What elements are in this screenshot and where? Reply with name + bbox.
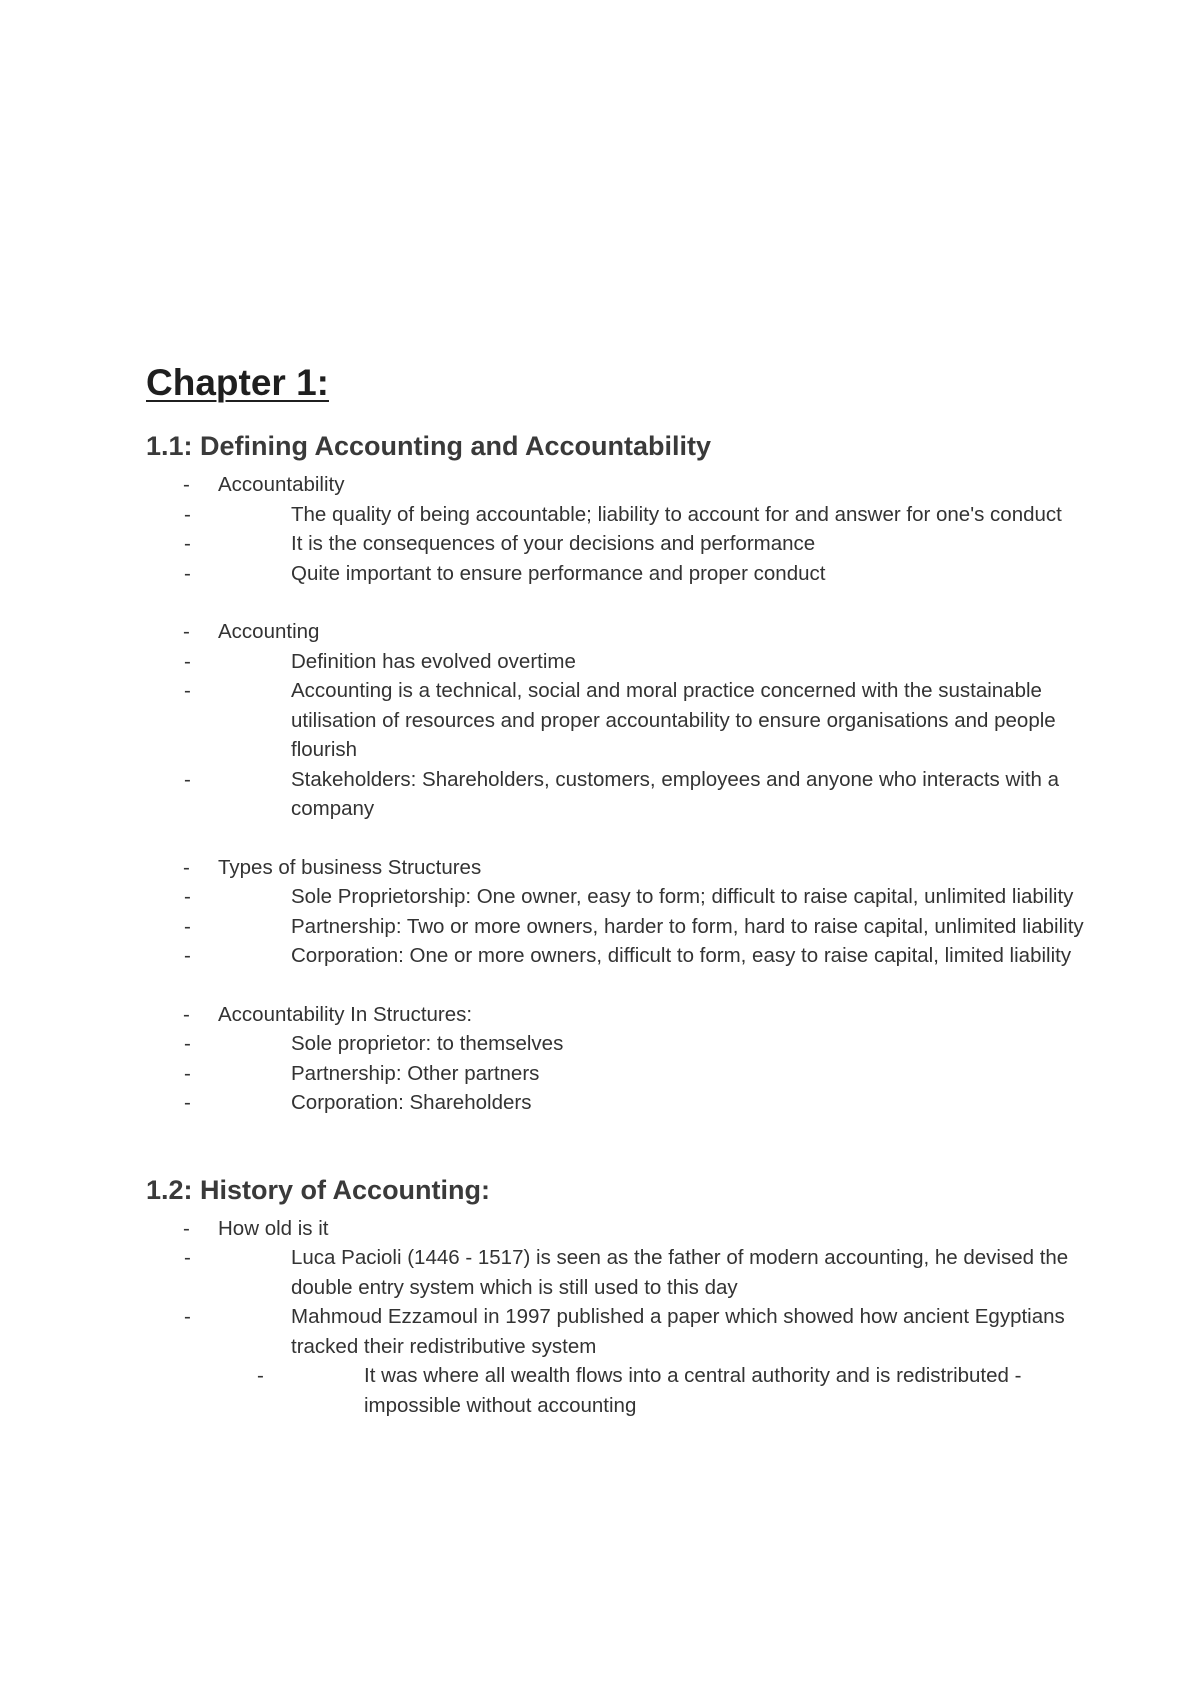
list-item-label: How old is it bbox=[218, 1216, 329, 1240]
section-1-1-list bbox=[146, 470, 1086, 1118]
sublist-item bbox=[184, 941, 1086, 971]
sublist-item-text: Sole proprietor: to themselves bbox=[291, 1032, 564, 1055]
sublist-item bbox=[184, 500, 1086, 530]
sublist bbox=[184, 500, 1086, 589]
chapter-title: Chapter 1: bbox=[146, 362, 329, 403]
bullet-dash: - bbox=[184, 1061, 191, 1085]
list-item-how-old bbox=[146, 1214, 1086, 1421]
bullet-dash: - bbox=[184, 1091, 191, 1114]
bullet-dash: - bbox=[184, 532, 191, 555]
sublist-item bbox=[184, 559, 1086, 589]
sublist-item bbox=[184, 676, 1086, 765]
sublist-item-text: Quite important to ensure performance and proper conduct bbox=[291, 561, 826, 585]
sublist-item bbox=[184, 1059, 1086, 1089]
sublist-item bbox=[184, 647, 1086, 677]
sublist-item bbox=[184, 1029, 1086, 1059]
sub-sublist-item-text: It was where all wealth flows into a central authority and is redistributed - impossible without accounting bbox=[364, 1364, 1022, 1417]
sublist-item bbox=[184, 912, 1086, 942]
sub-sublist bbox=[257, 1361, 1086, 1420]
bullet-dash: - bbox=[184, 561, 191, 585]
sublist bbox=[184, 647, 1086, 824]
list-item-accountability-structures bbox=[146, 1000, 1086, 1118]
bullet-dash: - bbox=[183, 855, 190, 879]
list-item-label: Accountability bbox=[218, 473, 345, 496]
bullet-dash: - bbox=[183, 1002, 190, 1026]
bullet-dash: - bbox=[184, 914, 191, 938]
bullet-dash: - bbox=[184, 1246, 191, 1269]
sublist-item-text: Corporation: Shareholders bbox=[291, 1091, 532, 1114]
sublist-item bbox=[184, 529, 1086, 559]
bullet-dash: - bbox=[184, 1032, 191, 1055]
sublist-item-text: Mahmoud Ezzamoul in 1997 published a paper which showed how ancient Egyptians tracked their redistributive system bbox=[291, 1305, 1065, 1358]
bullet-dash: - bbox=[257, 1364, 264, 1387]
sublist-item bbox=[184, 1088, 1086, 1118]
sub-sublist-item bbox=[257, 1361, 1086, 1420]
bullet-dash: - bbox=[184, 767, 191, 791]
list-item-label: Accounting bbox=[218, 620, 320, 643]
sublist-item-text: Luca Pacioli (1446 - 1517) is seen as the father of modern accounting, he devised the double entry system which is still used to this day bbox=[291, 1246, 1069, 1299]
document-content bbox=[146, 360, 1086, 1420]
sublist-item-text: Partnership: Other partners bbox=[291, 1061, 540, 1085]
section-title-1-2: 1.2: History of Accounting: bbox=[146, 1174, 491, 1205]
bullet-dash: - bbox=[184, 679, 191, 702]
list-item-label: Types of business Structures bbox=[218, 855, 482, 879]
sublist-item-text: Accounting is a technical, social and moral practice concerned with the sustainable utilisation of resources and proper accountability to ensure organisations and people flourish bbox=[291, 679, 1056, 761]
sublist-item-text: Corporation: One or more owners, difficult to form, easy to raise capital, limited liability bbox=[291, 944, 1072, 967]
section-title-1-1: 1.1: Defining Accounting and Accountability bbox=[146, 431, 712, 461]
sublist-item bbox=[184, 1243, 1086, 1302]
list-item-business-structures bbox=[146, 853, 1086, 971]
sublist-item-text: Sole Proprietorship: One owner, easy to form; difficult to raise capital, unlimited liability bbox=[291, 885, 1074, 908]
sublist-item-text: It is the consequences of your decisions and performance bbox=[291, 532, 816, 555]
sublist-item bbox=[184, 1302, 1086, 1420]
list-item-accountability bbox=[146, 470, 1086, 588]
sublist bbox=[184, 882, 1086, 971]
sublist bbox=[184, 1029, 1086, 1118]
sublist-item-text: Definition has evolved overtime bbox=[291, 649, 576, 673]
sublist-item-text: Partnership: Two or more owners, harder to form, hard to raise capital, unlimited liability bbox=[291, 914, 1084, 938]
section-1-2-list bbox=[146, 1214, 1086, 1421]
bullet-dash: - bbox=[184, 885, 191, 908]
sublist-item bbox=[184, 882, 1086, 912]
bullet-dash: - bbox=[183, 620, 190, 643]
bullet-dash: - bbox=[184, 649, 191, 673]
sublist-item-text: Stakeholders: Shareholders, customers, employees and anyone who interacts with a company bbox=[291, 767, 1060, 820]
list-item-label: Accountability In Structures: bbox=[218, 1002, 473, 1026]
bullet-dash: - bbox=[183, 473, 190, 496]
sublist-item-text: The quality of being accountable; liability to account for and answer for one's conduct bbox=[291, 502, 1062, 526]
sublist-item bbox=[184, 765, 1086, 824]
bullet-dash: - bbox=[183, 1216, 190, 1240]
bullet-dash: - bbox=[184, 502, 191, 526]
sublist bbox=[184, 1243, 1086, 1420]
list-item-accounting bbox=[146, 617, 1086, 824]
bullet-dash: - bbox=[184, 944, 191, 967]
bullet-dash: - bbox=[184, 1305, 191, 1328]
